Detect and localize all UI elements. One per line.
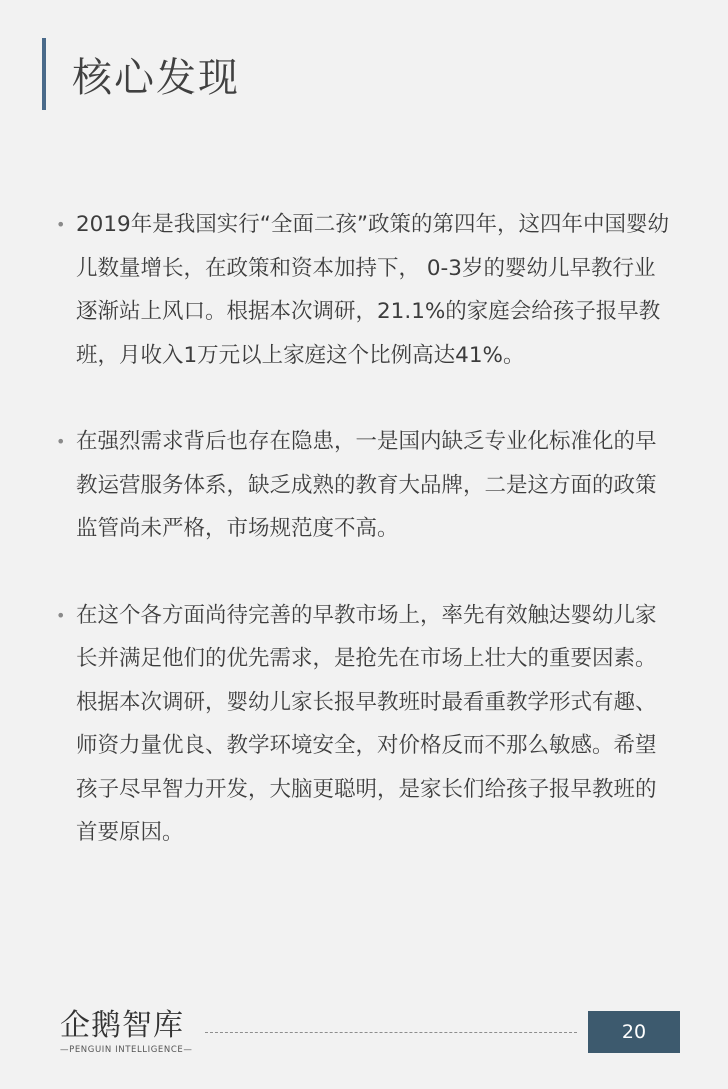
list-item: [56, 203, 676, 377]
findings-list: [56, 203, 676, 898]
list-item: [56, 594, 676, 855]
logo-chinese-text: 企鹅智库: [60, 1008, 184, 1043]
header: [42, 38, 240, 110]
bullet-text: 在这个各方面尚待完善的早教市场上，率先有效触达婴幼儿家长并满足他们的优先需求，是抢先在市场上壮大的重要因素。根据本次调研，婴幼儿家长报早教班时最看重教学形式有趣、师资力量优良、教学环境安全，对价格反而不那么敏感。希望孩子尽早智力开发，大脑更聪明，是家长们给孩子报早教班的首要原因。: [76, 602, 657, 845]
bullet-icon: •: [56, 605, 66, 625]
logo-english-text: —PENGUIN INTELLIGENCE—: [60, 1045, 193, 1055]
title-accent-bar: [42, 38, 46, 110]
list-item: [56, 420, 676, 551]
bullet-icon: •: [56, 215, 66, 234]
penguin-logo: [60, 1008, 193, 1055]
page-number: 20: [588, 1011, 680, 1053]
footer-divider: [205, 1032, 577, 1033]
bullet-text: 2019年是我国实行“全面二孩”政策的第四年，这四年中国婴幼儿数量增长，在政策和资本加持下， 0-3岁的婴幼儿早教行业逐渐站上风口。根据本次调研，21.1%的家庭会给孩子报早教班，月收入1万元以上家庭这个比例高达41%。: [76, 212, 669, 368]
footer: [0, 1005, 728, 1065]
bullet-icon: •: [56, 432, 66, 451]
page-title: 核心发现: [72, 54, 240, 101]
bullet-text: 在强烈需求背后也存在隐患，一是国内缺乏专业化标准化的早教运营服务体系，缺乏成熟的教育大品牌，二是这方面的政策监管尚未严格，市场规范度不高。: [76, 429, 657, 541]
